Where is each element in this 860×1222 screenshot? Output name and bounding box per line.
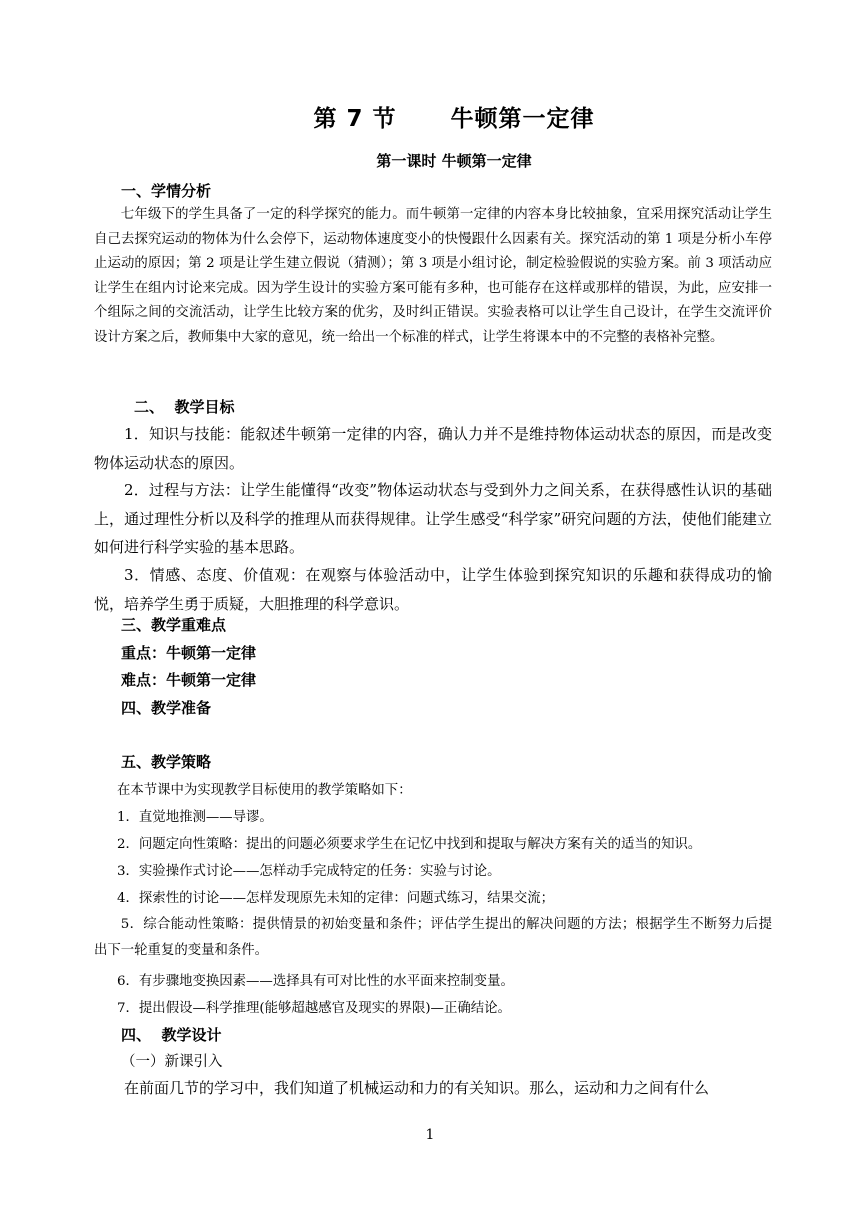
strategy-item: 3．实验操作式讨论——怎样动手完成特定的任务：实验与讨论。 xyxy=(117,864,501,879)
strategy-intro: 在本节课中为实现教学目标使用的教学策略如下： xyxy=(117,783,412,798)
goal-emotion-values: 3．情感、态度、价值观：在观察与体验活动中，让学生体验到探究知识的乐趣和获得成功的愉悦，培养学生勇于质疑，大胆推理的科学意识。 xyxy=(94,566,772,613)
subsection-new-lesson-intro: （一）新课引入 xyxy=(121,1054,223,1070)
section-heading-preparation: 四、教学准备 xyxy=(121,699,212,717)
section-heading-teaching-goals: 二、 教学目标 xyxy=(134,398,235,416)
page-title: 第 7 节 牛顿第一定律 xyxy=(313,106,595,132)
key-point: 重点：牛顿第一定律 xyxy=(121,644,257,662)
strategy-item: 5．综合能动性策略：提供情景的初始变量和条件；评估学生提出的解决问题的方法；根据学生不断努力后提出下一轮重复的变量和条件。 xyxy=(94,917,772,958)
learning-analysis-text: 七年级下的学生具备了一定的科学探究的能力。而牛顿第一定律的内容本身比较抽象，宜采用探究活动让学生自己去探究运动的物体为什么会停下，运动物体速度变小的快慢跟什么因素有关。探究活动的第 1 项是分析小车停止运动的原因；第 2 项是让学生建立假说（猜测）；第 3 项是小组讨论，制定检验假说的实验方案。前 3 项活动应让学生在组内讨论来完成。因为学生设计的实验方案可能有多种，也可能存在这样或那样的错误，为此，应安排一个组际之间的交流活动，让学生比较方案的优劣，及时纠正错误。实验表格可以让学生自己设计，在学生交流评价设计方案之后，教师集中大家的意见，统一给出一个标准的样式，让学生将课本中的不完整的表格补完整。 xyxy=(94,207,772,345)
strategy-item: 6．有步骤地变换因素——选择具有可对比性的水平面来控制变量。 xyxy=(117,974,514,989)
section-heading-strategy: 五、教学策略 xyxy=(121,753,212,771)
strategy-item: 4．探索性的讨论——怎样发现原先未知的定律：问题式练习，结果交流； xyxy=(117,891,555,906)
strategy-item: 7．提出假设—科学推理(能够超越感官及现实的界限)—正确结论。 xyxy=(117,1001,511,1016)
section-heading-key-points: 三、教学重难点 xyxy=(121,616,227,634)
strategy-item: 1．直觉地推测——导谬。 xyxy=(117,810,273,825)
section-heading-learning-analysis: 一、学情分析 xyxy=(121,182,212,200)
page-number: 1 xyxy=(425,1127,435,1143)
strategy-item: 2．问题定向性策略：提出的问题必须要求学生在记忆中找到和提取与解决方案有关的适当的知识。 xyxy=(117,837,702,852)
goal-knowledge-skills: 1．知识与技能：能叙述牛顿第一定律的内容，确认力并不是维持物体运动状态的原因，而是改变物体运动状态的原因。 xyxy=(94,425,772,472)
difficult-point: 难点：牛顿第一定律 xyxy=(121,671,257,689)
goal-process-method: 2．过程与方法：让学生能懂得“改变”物体运动状态与受到外力之间关系，在获得感性认识的基础上，通过理性分析以及科学的推理从而获得规律。让学生感受“科学家”研究问题的方法，使他们能建立如何进行科学实验的基本思路。 xyxy=(94,481,772,556)
lesson-subtitle: 第一课时 牛顿第一定律 xyxy=(376,152,532,170)
section-heading-teaching-design: 四、 教学设计 xyxy=(121,1026,222,1044)
intro-text: 在前面几节的学习中，我们知道了机械运动和力的有关知识。那么，运动和力之间有什么 xyxy=(124,1079,710,1097)
